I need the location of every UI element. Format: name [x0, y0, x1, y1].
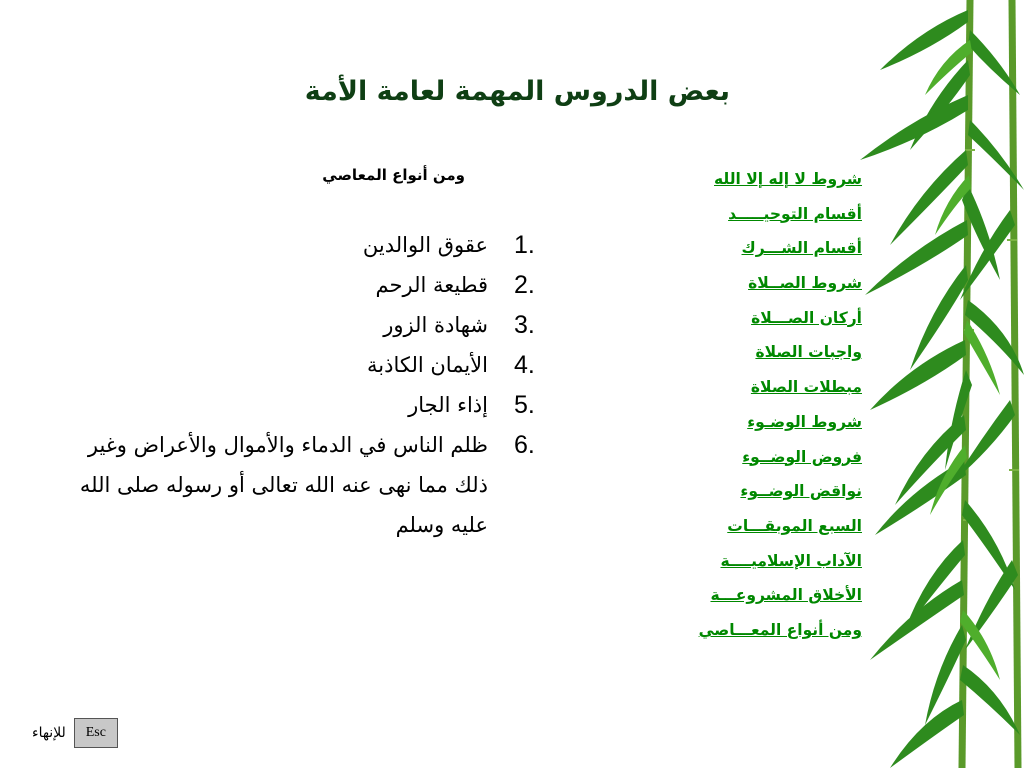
list-item: [70, 345, 550, 385]
nav-link-nawaqid-wudu[interactable]: نواقض الوضــوء: [740, 482, 862, 501]
nav-item: [620, 613, 862, 648]
item-number: 5.: [514, 391, 535, 419]
nav-link-shurut-salah[interactable]: شروط الصــلاة: [748, 274, 862, 293]
nav-item: [620, 266, 862, 301]
nav-link-mubtilat-salah[interactable]: مبطلات الصلاة: [750, 378, 862, 397]
nav-item: [620, 440, 862, 475]
list-item: [70, 305, 550, 345]
list-item: [70, 225, 550, 265]
nav-item: [620, 405, 862, 440]
nav-link-anwa-maasi[interactable]: ومن أنواع المعـــاصي: [698, 620, 862, 639]
item-text: عقوق الوالدين: [362, 233, 488, 257]
item-number: 6.: [514, 431, 535, 459]
nav-item: [620, 544, 862, 579]
nav-item: [620, 474, 862, 509]
item-text: ظلم الناس في الدماء والأموال والأعراض وغير ذلك مما نهى عنه الله تعالى أو رسوله صلى الله عليه وسلم: [79, 433, 488, 537]
nav-item: [620, 335, 862, 370]
item-text: الأيمان الكاذبة: [367, 353, 488, 377]
nav-link-shurut-la-ilaha[interactable]: شروط لا إله إلا الله: [714, 170, 862, 188]
nav-item: [620, 370, 862, 405]
exit-label: للإنهاء: [32, 725, 66, 741]
nav-item: [620, 197, 862, 232]
nav-links: [620, 162, 862, 648]
item-text: إذاء الجار: [408, 393, 488, 417]
nav-link-aqsam-tawhid[interactable]: أقسام التوحيـــــد: [728, 204, 862, 223]
nav-link-aqsam-shirk[interactable]: أقسام الشـــرك: [741, 239, 862, 258]
nav-item: [620, 231, 862, 266]
nav-item: [620, 162, 862, 197]
item-number: 1.: [514, 231, 535, 259]
esc-control: [32, 716, 118, 750]
nav-link-furud-wudu[interactable]: فروض الوضــوء: [742, 447, 862, 466]
item-text: شهادة الزور: [383, 313, 488, 337]
item-text: قطيعة الرحم: [375, 273, 488, 297]
nav-item: [620, 578, 862, 613]
bamboo-decoration-icon: [850, 0, 1024, 768]
nav-item: [620, 301, 862, 336]
nav-link-shurut-wudu[interactable]: شروط الوضـوء: [747, 412, 862, 431]
list-item: [70, 385, 550, 425]
item-number: 2.: [514, 271, 535, 299]
item-number: 3.: [514, 311, 535, 339]
sins-subtitle: ومن أنواع المعاصي: [322, 166, 465, 184]
nav-link-sab-mubiqat[interactable]: السبع الموبقـــات: [727, 516, 862, 535]
item-number: 4.: [514, 351, 535, 379]
slide-title: بعض الدروس المهمة لعامة الأمة: [304, 76, 730, 107]
nav-link-akhlaq-mashrua[interactable]: الأخلاق المشروعـــة: [710, 586, 862, 605]
nav-item: [620, 509, 862, 544]
list-item: [70, 265, 550, 305]
nav-link-wajibat-salah[interactable]: واجبات الصلاة: [755, 343, 862, 362]
sins-list: [70, 225, 550, 545]
nav-link-arkan-salah[interactable]: أركان الصـــلاة: [751, 308, 862, 327]
nav-link-adab-islamiyya[interactable]: الآداب الإسلاميــــة: [720, 551, 862, 570]
list-item: [70, 425, 550, 545]
esc-button[interactable]: Esc: [74, 718, 118, 748]
